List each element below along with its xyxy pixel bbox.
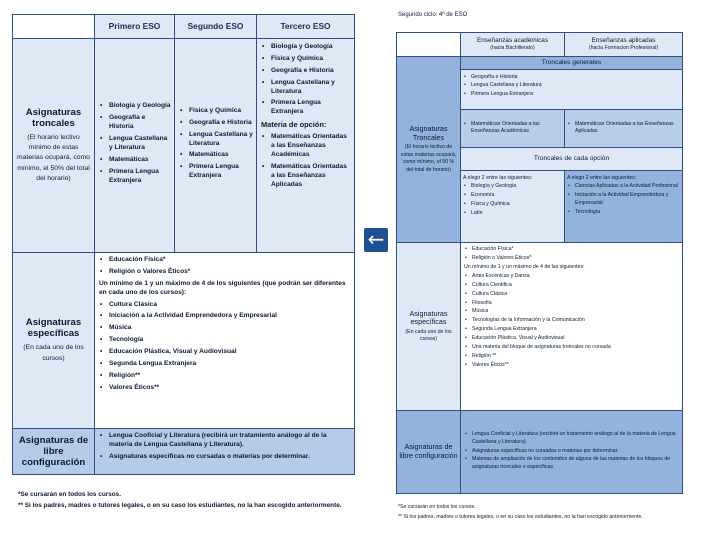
list-item: • Educación Plástica, Visual y Audiovisual <box>464 335 679 342</box>
footnote: *Se cursarán en todos los cursos. <box>18 491 121 498</box>
list-item: • Cultura Científica <box>464 282 679 289</box>
troncales-title: Asignaturas Troncales <box>409 124 448 142</box>
list-item: • Lengua Castellana y Literatura <box>463 82 680 89</box>
list-item: • Filosofía <box>464 300 679 307</box>
list-item: • Música <box>464 308 679 315</box>
second-cycle-title: Segundo ciclo: 4º de ESO <box>398 12 468 18</box>
troncales-opcion-band: Troncales de cada opción <box>461 148 683 170</box>
header-academicas-sub: (hacia Bachillerato) <box>490 45 535 52</box>
list-item: • Física y Química <box>179 107 253 116</box>
list-item: • Educación Física* <box>464 246 679 253</box>
list-item: • Lengua Cooficial y Literatura (recibirá un tratamiento análogo al de la materia de Lengua Castellana y Literatura). <box>99 432 350 450</box>
especificas-subtitle: (En cada uno de los cursos) <box>405 328 452 343</box>
list-item: • Lengua Castellana y Literatura <box>179 131 253 149</box>
especificas-subtitle: (En cada uno de los cursos) <box>23 344 84 362</box>
list-item: • Matemáticas <box>179 151 253 160</box>
list-item: • Biología y Geología <box>463 183 562 190</box>
list-item: • Tecnologías de la Información y la Comunicación <box>464 317 679 324</box>
list-item: • Matemáticas <box>99 156 171 165</box>
aplicadas-intro: A elegir 2 entre las siguientes: <box>567 174 637 181</box>
mat-academicas: • Matemáticas Orientadas a las Enseñanzas Académicas <box>463 121 562 136</box>
troncales-row-header <box>397 57 461 243</box>
troncales-tercero-cell <box>257 39 355 253</box>
troncales-segundo-list <box>179 107 253 181</box>
footnote: ** Si los padres, madres o tutores legales, o en su caso los estudiantes, no la han escogido anteriormente. <box>18 501 342 509</box>
list-item: • Materias de ampliación de los contenidos de alguna de las materias de los bloques de asignaturas troncales o específicas. <box>464 456 679 471</box>
list-item: • Religión o Valores Éticos* <box>464 255 679 262</box>
list-item: • Física y Química <box>261 55 351 64</box>
right-footnotes <box>398 503 708 523</box>
list-item: • Iniciación a la Actividad Emprendedora y Empresarial <box>567 192 680 207</box>
academicas-intro: A elegir 2 entre las siguientes: <box>463 174 533 181</box>
especificas-content <box>95 253 355 429</box>
list-item: • Tecnología <box>567 209 680 216</box>
list-item: • Valores Éticos** <box>99 384 350 393</box>
especificas-top-list <box>464 246 679 262</box>
especificas-intro: Un mínimo de 1 y un máximo de 4 de los siguientes (que podrán ser diferentes en cada uno de los cursos): <box>99 279 346 296</box>
especificas-row-header <box>397 243 461 411</box>
list-item: • Cultura Clásica <box>99 301 350 310</box>
libre-content <box>95 429 355 475</box>
list-item: • Música <box>99 324 350 333</box>
troncales-title: Asignaturas troncales <box>25 107 82 130</box>
header-tercero: Tercero ESO <box>257 15 355 39</box>
troncales-row-header <box>13 39 95 253</box>
header-aplicadas-title: Enseñanzas aplicadas <box>591 37 656 45</box>
list-item: • Lengua Castellana y Literatura <box>99 135 171 153</box>
header-aplicadas-sub: (hacia Formacion Profesional) <box>588 45 659 52</box>
libre-title: Asignaturas de libre configuración <box>18 434 89 469</box>
list-item: • Una materia del bloque de asignaturas troncales no cursada <box>464 344 679 351</box>
list-item: • Matemáticas Orientadas a las Enseñanzas Aplicadas <box>261 163 351 190</box>
footnote: ** Si los padres, madres o tutores legales, o en su caso los estudiantes, no la han escogido anteriormente. <box>398 513 643 520</box>
list-item: • Economía <box>463 192 562 199</box>
list-item: • Primera Lengua Extranjera <box>179 163 253 181</box>
list-item: • Latín <box>463 210 562 217</box>
header-segundo: Segundo ESO <box>175 15 257 39</box>
corner-cell <box>397 33 461 57</box>
list-item: • Física y Química <box>463 201 562 208</box>
first-cycle-table <box>12 14 355 475</box>
list-item: • Biología y Geología <box>261 43 351 52</box>
back-arrow-icon[interactable]: ← <box>364 228 388 252</box>
list-item: • Tecnología <box>99 336 350 345</box>
list-item: • Artes Escénicas y Danza <box>464 273 679 280</box>
troncales-tercero-list <box>261 43 351 117</box>
troncales-primero-list <box>99 102 171 185</box>
academicas-options-cell <box>461 170 565 243</box>
list-item: • Religión ** <box>464 353 679 360</box>
mat-aplicadas: • Matemáticas Orientadas a las Enseñanzas Aplicadas <box>567 121 680 136</box>
list-item: • Educación Física* <box>99 256 350 265</box>
especificas-list <box>464 273 679 369</box>
list-item: • Primera Lengua Extranjera <box>261 99 351 117</box>
left-footnotes <box>18 490 358 512</box>
especificas-intro: Un mínimo de 1 y un máximo de 4 de las siguientes: <box>464 264 585 271</box>
mat-aplicadas-cell <box>565 110 683 148</box>
corner-cell <box>13 15 95 39</box>
especificas-top-list <box>99 256 350 277</box>
list-item: • Geografía e Historia <box>463 74 680 81</box>
header-academicas <box>461 33 565 57</box>
especificas-row-header <box>13 253 95 429</box>
troncales-segundo-cell <box>175 39 257 253</box>
troncales-subtitle: (El horario lectivo mínimo de estas materias ocupará, como mínimo, el 50% del total del horario) <box>17 134 90 182</box>
list-item: • Educación Plástica, Visual y Audiovisual <box>99 348 350 357</box>
list-item: • Asignaturas específicas no cursadas o materias por determinar. <box>99 453 350 462</box>
libre-content <box>461 411 683 494</box>
list-item: • Religión** <box>99 372 350 381</box>
list-item: • Segunda Lengua Extranjera <box>99 360 350 369</box>
list-item: • Valores Éticos** <box>464 362 679 369</box>
second-cycle-table <box>396 32 683 494</box>
troncales-generales-cell <box>461 69 683 109</box>
especificas-list <box>99 301 350 393</box>
aplicadas-options-list <box>567 183 680 215</box>
header-aplicadas <box>565 33 683 57</box>
list-item: • Ciencias Aplicadas a la Actividad Profesional <box>567 183 680 190</box>
libre-row-header <box>397 411 461 494</box>
mat-academicas-cell <box>461 110 565 148</box>
footnote: *Se cursarán en todos los cursos. <box>398 504 476 510</box>
list-item: • Primera Lengua Extranjera <box>99 168 171 186</box>
list-item: • Segunda Lengua Extranjera <box>464 326 679 333</box>
list-item: • Lengua Castellana y Literatura <box>261 79 351 97</box>
list-item: • Geografía e Historia <box>179 119 253 128</box>
aplicadas-options-cell <box>565 170 683 243</box>
opcion-list <box>261 133 351 189</box>
header-academicas-title: Enseñanzas académicas <box>476 37 549 45</box>
list-item: • Religión o Valores Éticos* <box>99 268 350 277</box>
troncales-primero-cell <box>95 39 175 253</box>
academicas-options-list <box>463 183 562 217</box>
especificas-title: Asignaturas específicas <box>25 317 82 340</box>
list-item: • Primera Lengua Extranjera <box>463 91 680 98</box>
troncales-generales-list <box>463 74 680 99</box>
libre-list <box>464 431 679 471</box>
especificas-content <box>461 243 683 411</box>
libre-row-header <box>13 429 95 475</box>
libre-title: Asignaturas de libre configuración <box>399 442 458 461</box>
list-item: • Cultura Clásica <box>464 291 679 298</box>
list-item: • Lengua Cooficial y Literatura (recibirá un tratamiento análogo al de la materia de Lengua Castellana y Literatura). <box>464 431 679 446</box>
list-item: • Geografía e Historia <box>99 114 171 132</box>
header-primero: Primero ESO <box>95 15 175 39</box>
libre-list <box>99 432 350 462</box>
list-item: • Geografía e Historia <box>261 67 351 76</box>
especificas-title: Asignaturas específicas <box>409 308 448 327</box>
list-item: • Biología y Geología <box>99 102 171 111</box>
list-item: • Iniciación a la Actividad Emprendedora y Empresarial <box>99 312 350 321</box>
troncales-generales-band: Troncales generales <box>461 57 683 69</box>
opcion-label: Materia de opción: <box>261 120 327 130</box>
list-item: • Asignaturas específicas no cursadas o materias por determinar. <box>464 448 679 455</box>
troncales-subtitle: (El horario lectivo de estas materias ocupará, como mínimo, el 50 % del total de horario) <box>400 144 457 173</box>
list-item: • Matemáticas Orientadas a las Enseñanzas Académicas <box>261 133 351 160</box>
